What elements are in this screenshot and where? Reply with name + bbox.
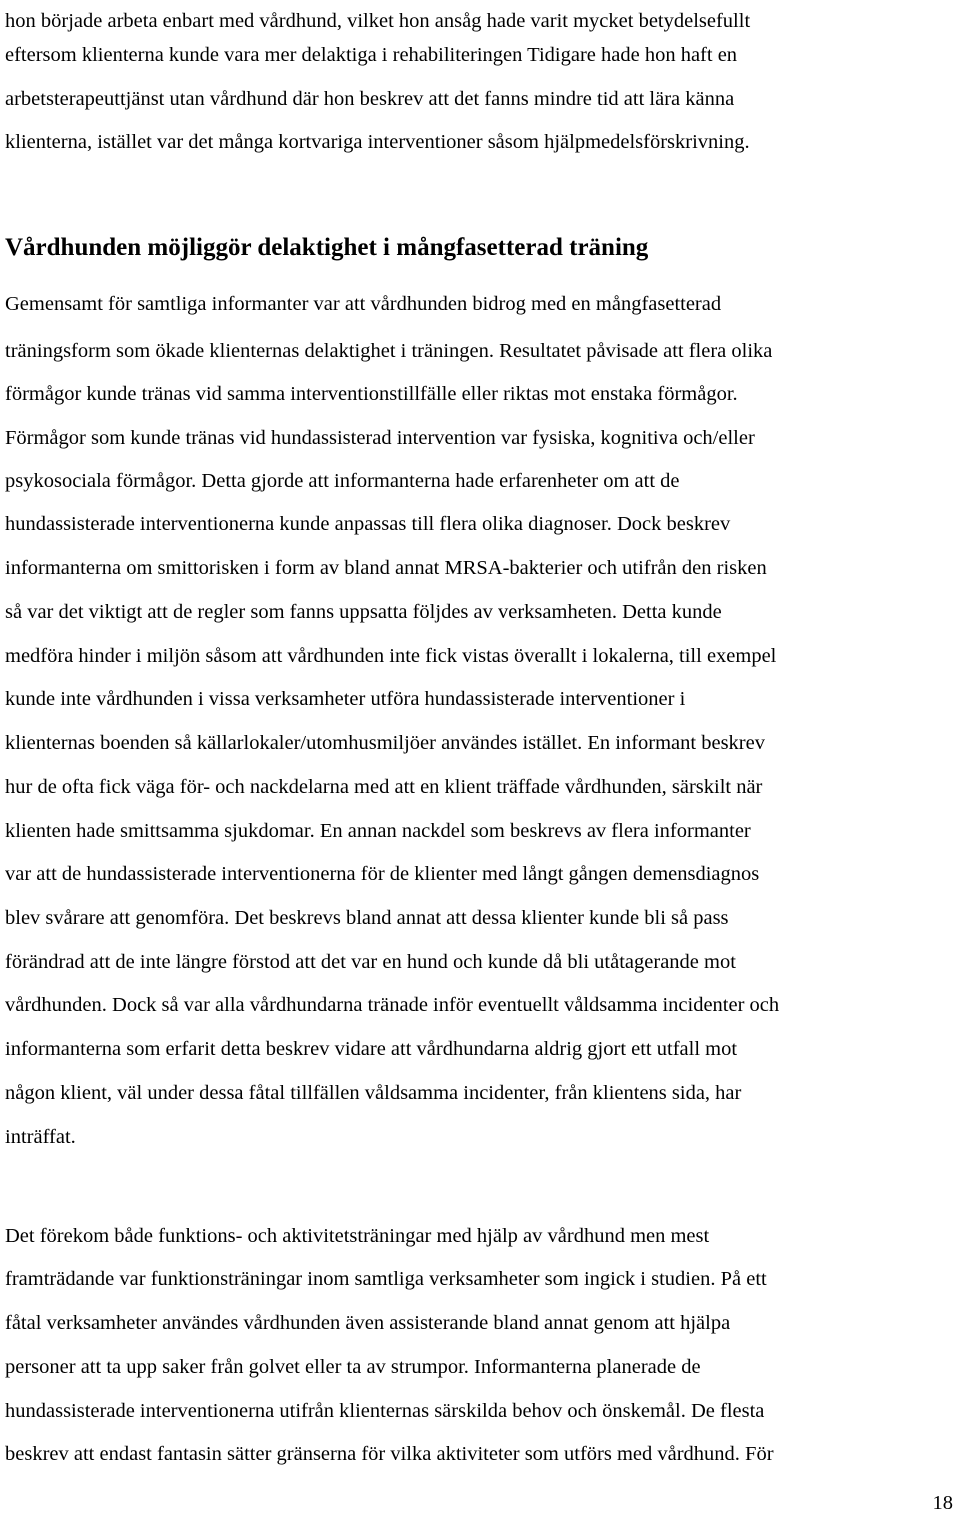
- text-line: vårdhunden. Dock så var alla vårdhundarna tränade inför eventuellt våldsamma incidenter och: [5, 994, 780, 1016]
- text-line: någon klient, väl under dessa fåtal tillfällen våldsamma incidenter, från klientens sida, har: [5, 1082, 742, 1104]
- text-line: förändrad att de inte längre förstod att det var en hund och kunde då bli utåtagerande mot: [5, 951, 736, 973]
- text-line: fåtal verksamheter användes vårdhunden även assisterande bland annat genom att hjälpa: [5, 1312, 731, 1334]
- text-line: klienternas boenden så källarlokaler/utomhusmiljöer användes istället. En informant beskrev: [5, 732, 765, 754]
- text-line: personer att ta upp saker från golvet eller ta av strumpor. Informanterna planerade de: [5, 1356, 701, 1378]
- page-number: 18: [932, 1492, 953, 1514]
- text-line: förmågor kunde tränas vid samma interventionstillfälle eller riktas mot enstaka förmågor.: [5, 383, 738, 405]
- text-line: klienterna, istället var det många kortvariga interventioner såsom hjälpmedelsförskrivning.: [5, 131, 750, 153]
- text-line: hundassisterade interventionerna kunde anpassas till flera olika diagnoser. Dock beskrev: [5, 513, 731, 535]
- text-line: blev svårare att genomföra. Det beskrevs bland annat att dessa klienter kunde bli så pass: [5, 907, 729, 929]
- text-line: var att de hundassisterade interventionerna för de klienter med långt gången demensdiagnos: [5, 863, 760, 885]
- section-heading: Vårdhunden möjliggör delaktighet i mångfasetterad träning: [5, 234, 649, 261]
- text-line: arbetsterapeuttjänst utan vårdhund där hon beskrev att det fanns mindre tid att lära känna: [5, 88, 735, 110]
- text-line: Det förekom både funktions- och aktivitetsträningar med hjälp av vårdhund men mest: [5, 1225, 710, 1247]
- text-line: kunde inte vårdhunden i vissa verksamheter utföra hundassisterade interventioner i: [5, 688, 686, 710]
- text-line: så var det viktigt att de regler som fanns uppsatta följdes av verksamheten. Detta kunde: [5, 601, 722, 623]
- text-line: hon började arbeta enbart med vårdhund, vilket hon ansåg hade varit mycket betydelsefullt: [5, 10, 751, 32]
- text-line: hur de ofta fick väga för- och nackdelarna med att en klient träffade vårdhunden, särskilt när: [5, 776, 763, 798]
- text-line: inträffat.: [5, 1126, 76, 1148]
- text-line: informanterna om smittorisken i form av bland annat MRSA-bakterier och utifrån den risken: [5, 557, 767, 579]
- text-line: framträdande var funktionsträningar inom samtliga verksamheter som ingick i studien. På ett: [5, 1268, 767, 1290]
- text-line: träningsform som ökade klienternas delaktighet i träningen. Resultatet påvisade att flera olika: [5, 340, 773, 362]
- text-line: Förmågor som kunde tränas vid hundassisterad intervention var fysiska, kognitiva och/eller: [5, 427, 755, 449]
- text-line: beskrev att endast fantasin sätter gränserna för vilka aktiviteter som utförs med vårdhund. För: [5, 1443, 774, 1465]
- text-line: Gemensamt för samtliga informanter var att vårdhunden bidrog med en mångfasetterad: [5, 293, 722, 315]
- text-line: hundassisterade interventionerna utifrån klienternas särskilda behov och önskemål. De flesta: [5, 1400, 765, 1422]
- text-line: medföra hinder i miljön såsom att vårdhunden inte fick vistas överallt i lokalerna, till exempel: [5, 645, 777, 667]
- text-line: psykosociala förmågor. Detta gjorde att informanterna hade erfarenheter om att de: [5, 470, 680, 492]
- text-line: informanterna som erfarit detta beskrev vidare att vårdhundarna aldrig gjort ett utfall mot: [5, 1038, 738, 1060]
- text-line: eftersom klienterna kunde vara mer delaktiga i rehabiliteringen Tidigare hade hon haft en: [5, 44, 738, 66]
- text-line: klienten hade smittsamma sjukdomar. En annan nackdel som beskrevs av flera informanter: [5, 820, 751, 842]
